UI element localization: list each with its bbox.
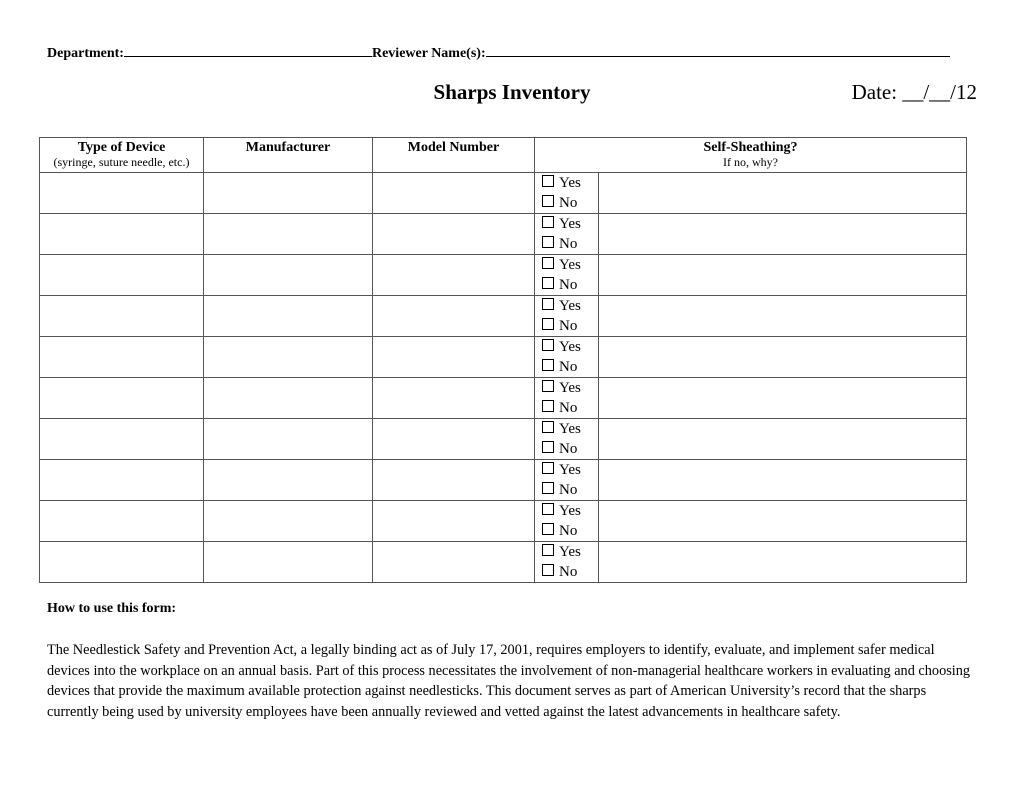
self-sheathing-cell — [535, 542, 599, 583]
self-sheathing-cell — [535, 501, 599, 542]
column-header-self-sheathing — [535, 138, 967, 173]
no-label: No — [559, 400, 578, 416]
reason-cell[interactable] — [599, 378, 967, 419]
checkbox-icon[interactable] — [542, 339, 554, 351]
yes-label: Yes — [559, 216, 581, 232]
checkbox-icon[interactable] — [542, 277, 554, 289]
manufacturer-cell[interactable] — [204, 419, 373, 460]
checkbox-icon[interactable] — [542, 421, 554, 433]
model-cell[interactable] — [373, 296, 535, 337]
reason-cell[interactable] — [599, 501, 967, 542]
column-label: Type of Device — [77, 140, 166, 155]
device-cell[interactable] — [40, 419, 204, 460]
model-cell[interactable] — [373, 542, 535, 583]
no-option[interactable] — [542, 480, 598, 500]
table-row — [40, 419, 967, 460]
manufacturer-cell[interactable] — [204, 255, 373, 296]
reason-cell[interactable] — [599, 542, 967, 583]
no-label: No — [559, 482, 578, 498]
reason-cell[interactable] — [599, 214, 967, 255]
reason-cell[interactable] — [599, 255, 967, 296]
table-row — [40, 214, 967, 255]
device-cell[interactable] — [40, 255, 204, 296]
yes-option[interactable] — [542, 173, 598, 193]
checkbox-icon[interactable] — [542, 400, 554, 412]
reason-cell[interactable] — [599, 337, 967, 378]
self-sheathing-cell — [535, 378, 599, 419]
table-row — [40, 337, 967, 378]
no-label: No — [559, 441, 578, 457]
reason-cell[interactable] — [599, 419, 967, 460]
no-option[interactable] — [542, 316, 598, 336]
manufacturer-cell[interactable] — [204, 378, 373, 419]
page-title: Sharps Inventory — [433, 80, 591, 104]
yes-option[interactable] — [542, 296, 598, 316]
yes-label: Yes — [559, 175, 581, 191]
yes-option[interactable] — [542, 378, 598, 398]
checkbox-icon[interactable] — [542, 462, 554, 474]
checkbox-icon[interactable] — [542, 175, 554, 187]
date-field[interactable]: Date: __/__/12 — [851, 80, 977, 104]
checkbox-icon[interactable] — [542, 359, 554, 371]
reviewer-field[interactable] — [486, 55, 950, 57]
table-row — [40, 501, 967, 542]
device-cell[interactable] — [40, 501, 204, 542]
device-cell[interactable] — [40, 378, 204, 419]
self-sheathing-cell — [535, 337, 599, 378]
model-cell[interactable] — [373, 255, 535, 296]
self-sheathing-cell — [535, 296, 599, 337]
table-row — [40, 173, 967, 214]
model-cell[interactable] — [373, 173, 535, 214]
yes-option[interactable] — [542, 255, 598, 275]
device-cell[interactable] — [40, 173, 204, 214]
reason-cell[interactable] — [599, 296, 967, 337]
no-option[interactable] — [542, 234, 598, 254]
device-cell[interactable] — [40, 460, 204, 501]
yes-label: Yes — [559, 380, 581, 396]
yes-option[interactable] — [542, 214, 598, 234]
yes-label: Yes — [559, 462, 581, 478]
yes-option[interactable] — [542, 337, 598, 357]
checkbox-icon[interactable] — [542, 318, 554, 330]
yes-label: Yes — [559, 544, 581, 560]
reason-cell[interactable] — [599, 460, 967, 501]
checkbox-icon[interactable] — [542, 503, 554, 515]
no-label: No — [559, 523, 578, 539]
checkbox-icon[interactable] — [542, 544, 554, 556]
no-option[interactable] — [542, 521, 598, 541]
reviewer-label: Reviewer Name(s): — [371, 46, 486, 61]
yes-label: Yes — [559, 339, 581, 355]
checkbox-icon[interactable] — [542, 257, 554, 269]
self-sheathing-cell — [535, 173, 599, 214]
header-line — [47, 46, 950, 62]
device-cell[interactable] — [40, 214, 204, 255]
self-sheathing-cell — [535, 419, 599, 460]
checkbox-icon[interactable] — [542, 482, 554, 494]
yes-label: Yes — [559, 503, 581, 519]
no-option[interactable] — [542, 398, 598, 418]
yes-option[interactable] — [542, 542, 598, 562]
manufacturer-cell[interactable] — [204, 214, 373, 255]
yes-label: Yes — [559, 298, 581, 314]
self-sheathing-cell — [535, 255, 599, 296]
manufacturer-cell[interactable] — [204, 296, 373, 337]
column-sublabel: (syringe, suture needle, etc.) — [53, 155, 190, 169]
no-option[interactable] — [542, 275, 598, 295]
model-cell[interactable] — [373, 501, 535, 542]
inventory-table — [39, 137, 967, 583]
device-cell[interactable] — [40, 337, 204, 378]
checkbox-icon[interactable] — [542, 298, 554, 310]
yes-option[interactable] — [542, 501, 598, 521]
no-label: No — [559, 564, 578, 580]
no-option[interactable] — [542, 193, 598, 213]
table-row — [40, 542, 967, 583]
column-label: Self-Sheathing? — [703, 140, 798, 155]
no-label: No — [559, 277, 578, 293]
no-option[interactable] — [542, 439, 598, 459]
table-row — [40, 255, 967, 296]
department-field[interactable] — [124, 55, 372, 57]
checkbox-icon[interactable] — [542, 380, 554, 392]
manufacturer-cell[interactable] — [204, 173, 373, 214]
no-label: No — [559, 236, 578, 252]
manufacturer-cell[interactable] — [204, 542, 373, 583]
no-option[interactable] — [542, 357, 598, 377]
checkbox-icon[interactable] — [542, 216, 554, 228]
column-label: Manufacturer — [245, 140, 331, 155]
table-row — [40, 460, 967, 501]
yes-label: Yes — [559, 257, 581, 273]
instructions-heading: How to use this form: — [47, 601, 177, 616]
checkbox-icon[interactable] — [542, 195, 554, 207]
yes-option[interactable] — [542, 460, 598, 480]
column-sublabel: If no, why? — [723, 155, 778, 169]
no-label: No — [559, 318, 578, 334]
column-label: Model Number — [407, 140, 500, 155]
table-row — [40, 378, 967, 419]
self-sheathing-cell — [535, 214, 599, 255]
checkbox-icon[interactable] — [542, 236, 554, 248]
model-cell[interactable] — [373, 378, 535, 419]
self-sheathing-cell — [535, 460, 599, 501]
table-header-row — [40, 138, 967, 173]
manufacturer-cell[interactable] — [204, 501, 373, 542]
model-cell[interactable] — [373, 337, 535, 378]
column-header-manufacturer — [204, 138, 373, 173]
department-label: Department: — [47, 46, 124, 61]
device-cell[interactable] — [40, 542, 204, 583]
instructions-body: The Needlestick Safety and Prevention Act, a legally binding act as of July 17, 2001, requires employers to identify, evaluate, and implement safer medical devices into the workplace on an annual basis. Part of this process necessitates the involvement of non-managerial healthcare workers in evaluating and choosing devices that provide the maximum available protection against needlesticks. This document serves as part of American University’s record that the sharps currently being used by university employees have been annually reviewed and vetted against the latest advancements in healthcare safety. — [47, 642, 971, 720]
no-label: No — [559, 359, 578, 375]
yes-label: Yes — [559, 421, 581, 437]
manufacturer-cell[interactable] — [204, 337, 373, 378]
checkbox-icon[interactable] — [542, 441, 554, 453]
column-header-model — [373, 138, 535, 173]
checkbox-icon[interactable] — [542, 564, 554, 576]
model-cell[interactable] — [373, 460, 535, 501]
no-label: No — [559, 195, 578, 211]
checkbox-icon[interactable] — [542, 523, 554, 535]
device-cell[interactable] — [40, 296, 204, 337]
no-option[interactable] — [542, 562, 598, 582]
table-row — [40, 296, 967, 337]
manufacturer-cell[interactable] — [204, 460, 373, 501]
yes-option[interactable] — [542, 419, 598, 439]
model-cell[interactable] — [373, 214, 535, 255]
reason-cell[interactable] — [599, 173, 967, 214]
model-cell[interactable] — [373, 419, 535, 460]
column-header-type — [40, 138, 204, 173]
